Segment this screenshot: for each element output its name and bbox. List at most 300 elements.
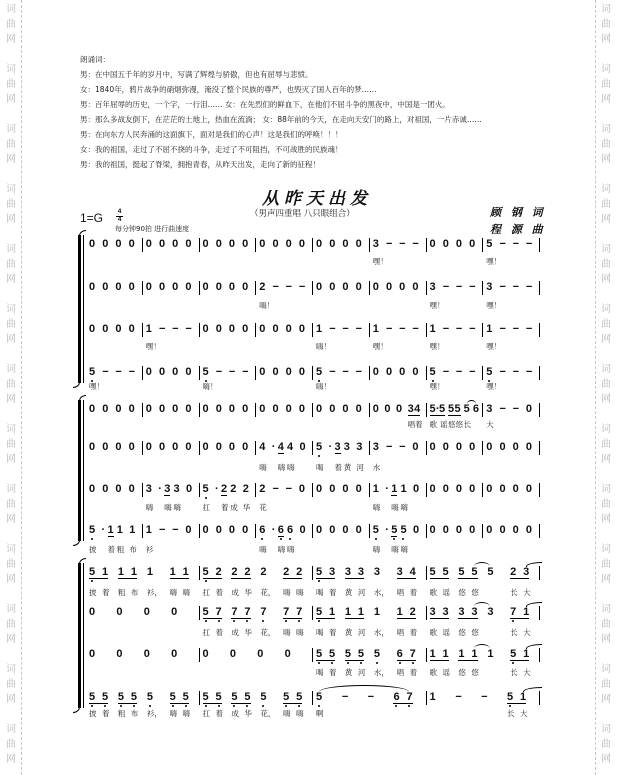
beat xyxy=(342,691,368,705)
note: 2 xyxy=(409,606,416,618)
part-2-notes xyxy=(86,606,540,620)
rest: 0 xyxy=(525,403,532,415)
beat xyxy=(159,366,172,380)
lyric-slot xyxy=(300,463,313,473)
rest: 0 xyxy=(102,441,109,453)
beat xyxy=(115,281,128,295)
sustain-dash: − xyxy=(342,366,349,378)
beat xyxy=(469,524,482,538)
lyric-slot xyxy=(316,709,342,719)
lyric-slot xyxy=(299,382,312,392)
sustain-dash: − xyxy=(355,366,362,378)
beat xyxy=(374,648,397,662)
part-2-notes xyxy=(86,441,540,455)
lyric-slot xyxy=(144,628,171,638)
measure-lyrics xyxy=(86,420,143,430)
measure-lyrics xyxy=(313,382,370,392)
rest: 0 xyxy=(429,524,436,536)
lyric: 着 xyxy=(221,503,229,512)
eighth-note-group xyxy=(345,566,364,579)
measure xyxy=(200,606,314,620)
lyric-slot xyxy=(185,301,198,311)
sustain-dash: − xyxy=(355,323,362,335)
beat xyxy=(185,366,198,380)
lyric-slot xyxy=(185,545,198,555)
lyric: 嗨 xyxy=(145,503,154,512)
lyric-slot xyxy=(373,545,386,555)
beat xyxy=(356,238,369,252)
rest: 0 xyxy=(145,366,152,378)
beat xyxy=(329,483,342,497)
note: 1 xyxy=(329,606,336,618)
measure xyxy=(483,483,540,497)
rest: 0 xyxy=(442,483,449,495)
lyric-slot xyxy=(118,709,147,719)
lyric: 着 xyxy=(329,628,337,637)
lyric-slot xyxy=(386,382,399,392)
measure xyxy=(256,441,313,455)
beat xyxy=(373,323,386,337)
beat xyxy=(260,691,283,705)
beat xyxy=(216,524,229,538)
lyric: 扛 xyxy=(202,628,210,637)
lyric-slot xyxy=(185,420,198,430)
rest: 0 xyxy=(455,238,462,250)
measure xyxy=(427,238,484,252)
lyric: 黄 xyxy=(344,588,353,597)
lyric: 着 xyxy=(215,588,223,597)
note: 7 xyxy=(260,606,273,618)
rest: 0 xyxy=(202,323,209,335)
measure-lyrics xyxy=(427,588,541,598)
lyric-slot xyxy=(203,257,216,267)
beat xyxy=(316,441,329,455)
lyric-slot xyxy=(499,503,512,513)
measure xyxy=(313,648,427,662)
note: 1 xyxy=(429,323,436,335)
rest: 0 xyxy=(355,403,362,415)
note: 3 xyxy=(471,606,478,618)
rest: 0 xyxy=(89,441,96,453)
beat xyxy=(299,238,312,252)
lyric-slot xyxy=(260,709,283,719)
eighth-note-group xyxy=(170,566,189,579)
lyric-slot xyxy=(260,628,283,638)
system-bracket xyxy=(78,563,81,708)
lyric-slot xyxy=(393,709,425,719)
augmentation-dot: · xyxy=(385,483,389,495)
lyric-slot xyxy=(285,668,312,678)
lyric-slot xyxy=(386,342,399,352)
beat xyxy=(89,366,102,380)
lyric-slot xyxy=(272,257,285,267)
note: 5 xyxy=(202,483,209,495)
lyric-slot xyxy=(185,342,198,352)
sustain-dash: − xyxy=(185,323,192,335)
measure xyxy=(370,524,427,538)
lyric: 嗨 xyxy=(283,709,291,718)
rest: 0 xyxy=(272,366,279,378)
lyric-slot xyxy=(272,301,285,311)
rest: 0 xyxy=(399,281,406,293)
beat xyxy=(499,403,512,417)
note: 2 xyxy=(242,483,249,495)
measure-lyrics xyxy=(200,503,257,513)
lyric-slot xyxy=(129,301,142,311)
lyric: 嗨 xyxy=(286,545,295,554)
lyric: 嗨 xyxy=(283,588,291,597)
narration-line: 男：在中国五千年的岁月中，写满了辉煌与骄傲，但也有屈辱与悲愤。 xyxy=(80,70,313,79)
note: 4 xyxy=(277,441,284,453)
beat xyxy=(216,281,229,295)
bracket-top-curl xyxy=(79,395,86,401)
beat xyxy=(146,323,159,337)
lyric-slot xyxy=(286,503,299,513)
beat xyxy=(300,524,313,538)
beat xyxy=(356,524,369,538)
lyric-slot xyxy=(102,420,115,430)
watermark-char: 词 xyxy=(601,364,611,375)
beat xyxy=(469,281,482,295)
eighth-note-group xyxy=(278,441,284,454)
rest: 0 xyxy=(145,281,152,293)
system-bracket-line xyxy=(83,563,84,708)
measure xyxy=(427,606,541,620)
note: 3 xyxy=(429,606,436,618)
rest: 0 xyxy=(259,366,266,378)
lyric-slot xyxy=(397,588,426,598)
measure-lyrics xyxy=(143,503,200,513)
measure xyxy=(143,281,200,295)
beat-group xyxy=(108,524,117,538)
measure-lyrics xyxy=(86,545,143,555)
measure xyxy=(86,281,143,295)
beat xyxy=(259,238,272,252)
beat xyxy=(102,238,115,252)
lyric-slot xyxy=(342,382,355,392)
augmentation-dot: · xyxy=(385,524,389,536)
rest: 0 xyxy=(242,524,249,536)
part-4-lyrics xyxy=(86,709,540,719)
rest: 0 xyxy=(228,524,235,536)
lyric-slot xyxy=(458,628,487,638)
rest: 0 xyxy=(342,524,349,536)
lyric: 着 xyxy=(409,668,418,677)
lyric: 成 xyxy=(230,503,238,512)
lyric-slot xyxy=(329,342,342,352)
lyric: 嗨 xyxy=(259,463,267,472)
beat xyxy=(430,691,456,705)
lyric-slot xyxy=(259,420,272,430)
note: 3 xyxy=(373,566,380,578)
beat xyxy=(469,441,482,455)
rest: 0 xyxy=(272,403,279,415)
measure xyxy=(313,691,427,705)
rest: 0 xyxy=(486,483,493,495)
beat xyxy=(513,323,526,337)
beat xyxy=(430,441,443,455)
lyric-slot xyxy=(373,342,386,352)
note: 5 xyxy=(471,566,478,578)
lyric: 歌 xyxy=(429,420,437,429)
lyric-slot xyxy=(242,342,255,352)
note: 7 xyxy=(231,606,244,618)
lyric-slot xyxy=(456,257,469,267)
note: 7 xyxy=(406,691,413,703)
sustain-dash: − xyxy=(399,238,406,250)
rest: 0 xyxy=(202,524,209,536)
lyric-slot xyxy=(345,628,374,638)
note: 1 xyxy=(107,524,114,536)
beat xyxy=(185,441,198,455)
lyric: 歌 xyxy=(429,628,437,637)
note: 5 xyxy=(486,366,493,378)
beat xyxy=(356,483,369,497)
lyric-slot xyxy=(242,301,255,311)
beat xyxy=(146,238,159,252)
lyric-slot xyxy=(513,301,526,311)
sustain-dash: − xyxy=(285,281,293,293)
beat xyxy=(399,441,412,455)
beat xyxy=(89,524,102,538)
lyric-slot xyxy=(203,709,232,719)
beat-group xyxy=(283,566,312,580)
lyricist-credit: 顾 钢 词 xyxy=(490,206,546,219)
lyric-slot xyxy=(374,588,397,598)
beat xyxy=(526,281,539,295)
note: 5 xyxy=(442,566,449,578)
beat xyxy=(486,238,499,252)
sustain-dash: − xyxy=(385,238,393,250)
sustain-dash: − xyxy=(412,238,419,250)
note: 1 xyxy=(523,606,530,618)
measure-lyrics xyxy=(256,382,313,392)
rest: 0 xyxy=(143,648,150,660)
beat xyxy=(342,281,355,295)
lyric-slot xyxy=(430,588,459,598)
note: 3 xyxy=(407,403,414,415)
note: 7 xyxy=(283,606,296,618)
lyric-slot xyxy=(115,503,128,513)
lyric: 花， xyxy=(260,588,276,597)
note: 7 xyxy=(215,606,222,618)
note: 3 xyxy=(429,281,436,293)
eighth-note-group xyxy=(221,483,227,496)
measure-lyrics xyxy=(200,342,257,352)
note: 5 xyxy=(486,238,493,250)
lyric-slot xyxy=(116,628,143,638)
note: 1 xyxy=(145,323,152,335)
measure-lyrics xyxy=(143,420,200,430)
beat-group xyxy=(408,403,426,417)
beat xyxy=(115,441,128,455)
note: 3 xyxy=(344,566,352,578)
measure-lyrics xyxy=(313,709,427,719)
lyric-slot xyxy=(356,342,369,352)
beat xyxy=(89,483,102,497)
lyric-slot xyxy=(443,545,456,555)
beat xyxy=(386,366,399,380)
lyric: 布 xyxy=(130,588,139,597)
beat xyxy=(513,366,526,380)
lyric-slot xyxy=(412,463,425,473)
beat xyxy=(455,691,481,705)
beat xyxy=(129,366,142,380)
eighth-note-group xyxy=(430,648,449,661)
measure xyxy=(200,566,314,580)
lyric: 扛 xyxy=(202,709,210,718)
measure-lyrics xyxy=(86,382,143,392)
rest: 0 xyxy=(512,524,519,536)
measure-lyrics xyxy=(483,545,540,555)
measure-lyrics xyxy=(143,301,200,311)
note: 5 xyxy=(260,691,273,703)
lyric-slot xyxy=(510,628,539,638)
beat xyxy=(230,648,257,662)
composer-credit: 程 源 曲 xyxy=(490,223,546,236)
beat xyxy=(413,524,426,538)
watermark-left xyxy=(4,0,18,775)
note: 5 xyxy=(182,691,189,703)
eighth-note-group xyxy=(458,648,477,661)
measure xyxy=(427,366,484,380)
lyric: 嘿！ xyxy=(89,382,104,391)
beat xyxy=(399,323,412,337)
rest: 0 xyxy=(525,524,532,536)
beat xyxy=(399,281,412,295)
note: 1 xyxy=(146,566,153,578)
lyric-slot xyxy=(216,463,229,473)
measure-lyrics xyxy=(200,257,257,267)
eighth-note-group xyxy=(510,606,529,619)
lyric: 衫 xyxy=(145,545,154,554)
eighth-note-group xyxy=(316,648,335,661)
measure xyxy=(200,648,314,662)
measure xyxy=(200,403,257,417)
lyric: 谣 xyxy=(440,420,448,429)
lyric: 着 xyxy=(107,545,116,554)
part-4-lyrics xyxy=(86,545,540,555)
watermark-char: 词 xyxy=(601,244,611,255)
eighth-note-group xyxy=(510,566,529,579)
measure xyxy=(143,403,200,417)
eighth-note-group xyxy=(89,566,108,579)
measure-lyrics xyxy=(256,420,313,430)
slur xyxy=(474,562,490,567)
beat xyxy=(342,524,355,538)
rest: 0 xyxy=(228,281,235,293)
note: 5 xyxy=(244,691,251,703)
watermark-char: 词 xyxy=(6,604,16,615)
beat xyxy=(399,366,412,380)
measure xyxy=(143,323,200,337)
beat xyxy=(386,281,399,295)
rest: 0 xyxy=(158,366,166,378)
measure xyxy=(483,281,540,295)
watermark-char: 网 xyxy=(601,634,611,645)
rest: 0 xyxy=(316,238,323,250)
note: 5 xyxy=(329,648,336,660)
lyric: 水 xyxy=(372,463,381,472)
rest: 0 xyxy=(259,238,266,250)
beat xyxy=(513,238,526,252)
lyric-slot xyxy=(413,503,426,513)
lyric: 唱 xyxy=(396,588,405,597)
watermark-right xyxy=(599,0,613,775)
beat xyxy=(203,524,216,538)
beat xyxy=(526,441,539,455)
lyric: 大 xyxy=(523,588,531,597)
lyric: 谣 xyxy=(442,588,450,597)
beat xyxy=(203,281,216,295)
lyric-slot xyxy=(203,420,216,430)
note: 5 xyxy=(454,403,461,415)
lyric: 衫， xyxy=(146,709,162,718)
beat xyxy=(316,483,329,497)
note: 3 xyxy=(523,566,530,578)
lyric-slot xyxy=(469,463,482,473)
lyric-slot xyxy=(397,668,426,678)
measure-lyrics xyxy=(313,342,370,352)
beat xyxy=(203,441,216,455)
lyric: 喝 xyxy=(316,588,324,597)
beat-group xyxy=(89,691,118,705)
measure-lyrics xyxy=(86,257,143,267)
note: 5 xyxy=(231,691,244,703)
measure-lyrics xyxy=(313,420,370,430)
note: 5 xyxy=(429,403,436,415)
measure xyxy=(427,566,541,580)
lyric: 花， xyxy=(260,709,276,718)
beat xyxy=(412,323,425,337)
beat xyxy=(499,366,512,380)
note: 2 xyxy=(260,566,267,578)
lyric-slot xyxy=(526,463,539,473)
note: 5 xyxy=(203,606,216,618)
watermark-char: 网 xyxy=(6,34,16,45)
lyric: 嘿！ xyxy=(429,342,445,351)
beat xyxy=(386,441,399,455)
narration-block xyxy=(80,52,482,172)
note: 5 xyxy=(487,566,494,578)
lyric-slot xyxy=(430,420,449,430)
beat xyxy=(384,403,396,417)
rest: 0 xyxy=(229,648,236,660)
rest: 0 xyxy=(329,238,336,250)
lyric-slot xyxy=(342,545,355,555)
beat xyxy=(89,648,116,662)
beat xyxy=(499,281,512,295)
lyric-slot xyxy=(129,503,142,513)
rest: 0 xyxy=(128,238,135,250)
rest: 0 xyxy=(89,281,96,293)
lyric-slot xyxy=(356,420,369,430)
note: 5 xyxy=(372,524,379,536)
eighth-note-group xyxy=(408,403,421,416)
sustain-dash: − xyxy=(329,366,336,378)
lyric-slot xyxy=(203,668,230,678)
rest: 0 xyxy=(285,323,292,335)
lyric-slot xyxy=(499,257,512,267)
measure-lyrics xyxy=(313,628,427,638)
beat xyxy=(216,366,229,380)
sustain-dash: − xyxy=(469,323,476,335)
lyric: 黄 xyxy=(343,463,352,472)
note: 6 xyxy=(286,524,294,536)
measure-lyrics xyxy=(427,628,541,638)
lyric-slot xyxy=(102,463,115,473)
beat xyxy=(229,366,242,380)
